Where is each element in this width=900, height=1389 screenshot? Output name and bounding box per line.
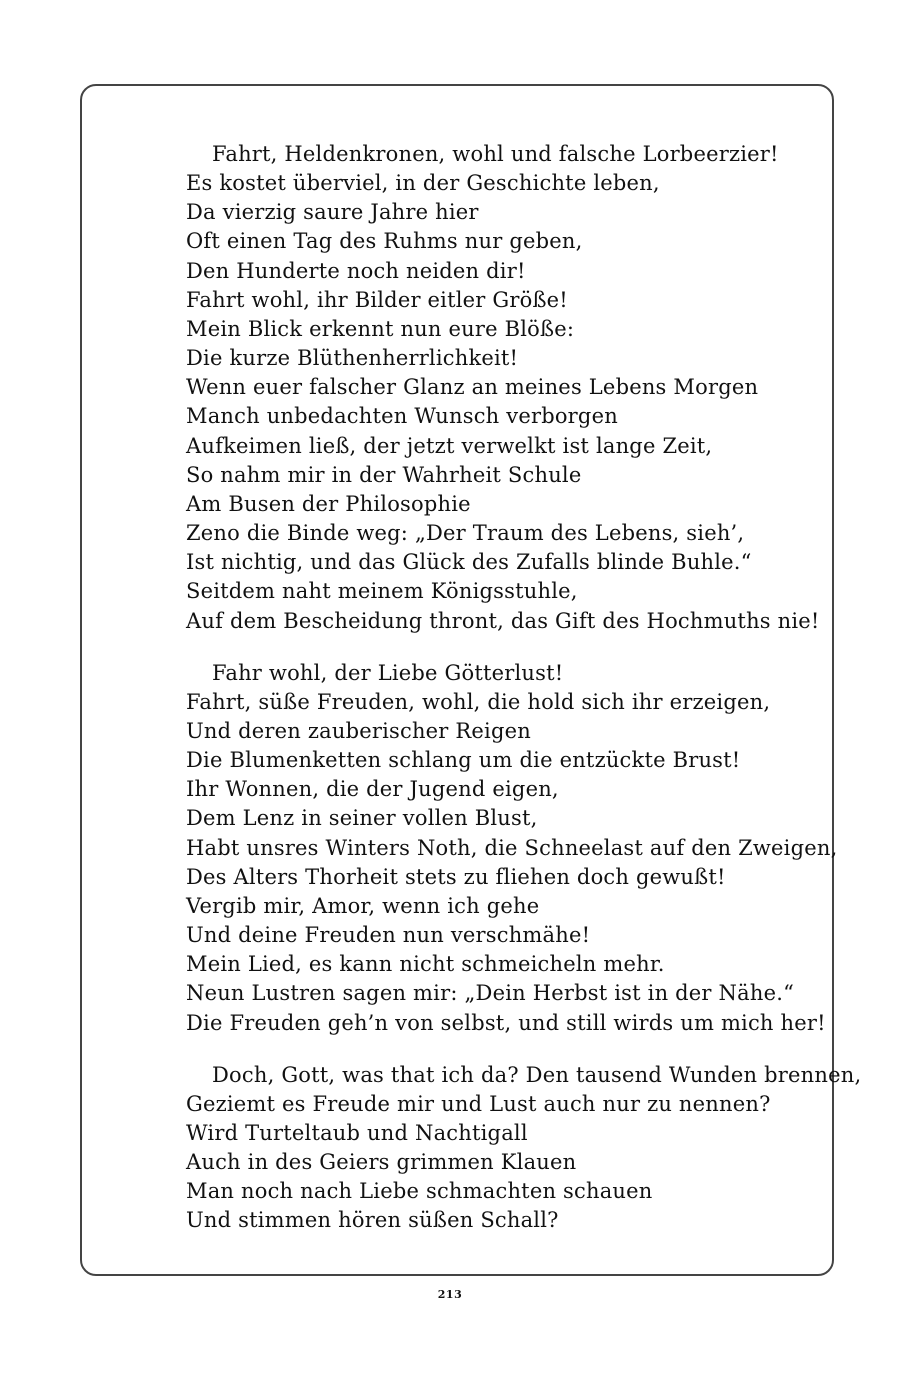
stanza-1 [186, 140, 820, 636]
poem-line: Da vierzig saure Jahre hier [186, 200, 479, 225]
poem-line: Die Blumenketten schlang um die entzückte Brust! [186, 748, 741, 773]
poem-line: Manch unbedachten Wunsch verborgen [186, 404, 618, 429]
poem-line: Mein Lied, es kann nicht schmeicheln mehr. [186, 952, 665, 977]
poem-line: Zeno die Binde weg: „Der Traum des Lebens, sieh’, [186, 521, 745, 546]
poem-line: Vergib mir, Amor, wenn ich gehe [186, 893, 540, 918]
poem-line: Fahr wohl, der Liebe Götterlust! [212, 660, 564, 685]
poem-line: Man noch nach Liebe schmachten schauen [186, 1179, 653, 1204]
poem-line: Neun Lustren sagen mir: „Dein Herbst ist in der Nähe.“ [186, 981, 795, 1006]
poem-line: Den Hunderte noch neiden dir! [186, 258, 526, 283]
poem-line: Mein Blick erkennt nun eure Blöße: [186, 316, 575, 341]
poem-line: Fahrt wohl, ihr Bilder eitler Größe! [186, 287, 568, 312]
poem-line: Und deren zauberischer Reigen [186, 718, 531, 743]
poem-line: Am Busen der Philosophie [186, 491, 471, 516]
poem-line: Und stimmen hören süßen Schall? [186, 1208, 559, 1233]
poem-line: Des Alters Thorheit stets zu fliehen doch gewußt! [186, 864, 726, 889]
poem-line: Habt unsres Winters Noth, die Schneelast auf den Zweigen, [186, 835, 838, 860]
poem-line: Oft einen Tag des Ruhms nur geben, [186, 229, 583, 254]
poem-line: Fahrt, süße Freuden, wohl, die hold sich ihr erzeigen, [186, 689, 771, 714]
poem-line: Ihr Wonnen, die der Jugend eigen, [186, 777, 559, 802]
poem-text [186, 140, 862, 1236]
poem-line: Wird Turteltaub und Nachtigall [186, 1121, 528, 1145]
poem-line: Fahrt, Heldenkronen, wohl und falsche Lorbeerzier! [212, 142, 779, 166]
poem-line: Ist nichtig, und das Glück des Zufalls blinde Buhle.“ [186, 550, 752, 575]
poem-line: Geziemt es Freude mir und Lust auch nur zu nennen? [186, 1091, 771, 1116]
poem-line: Doch, Gott, was that ich da? Den tausend Wunden brennen, [212, 1062, 862, 1087]
poem-line: Die kurze Blüthenherrlichkeit! [186, 346, 519, 371]
stanza-2 [186, 659, 838, 1038]
poem-line: Und deine Freuden nun verschmähe! [186, 923, 591, 948]
poem-line: Wenn euer falscher Glanz an meines Lebens Morgen [186, 375, 759, 400]
poem-line: Die Freuden geh’n von selbst, und still wirds um mich her! [186, 1010, 826, 1035]
poem-line: Auch in des Geiers grimmen Klauen [186, 1150, 577, 1175]
poem-line: Es kostet überviel, in der Geschichte leben, [186, 171, 660, 196]
poem-line: Auf dem Bescheidung thront, das Gift des Hochmuths nie! [186, 608, 820, 633]
poem-line: Dem Lenz in seiner vollen Blust, [186, 806, 538, 831]
poem-line: Aufkeimen ließ, der jetzt verwelkt ist lange Zeit, [186, 433, 713, 458]
page-number: 213 [437, 1288, 463, 1301]
stanza-3 [186, 1061, 862, 1236]
poem-line: Seitdem naht meinem Königsstuhle, [186, 579, 578, 604]
poem-line: So nahm mir in der Wahrheit Schule [186, 462, 582, 487]
